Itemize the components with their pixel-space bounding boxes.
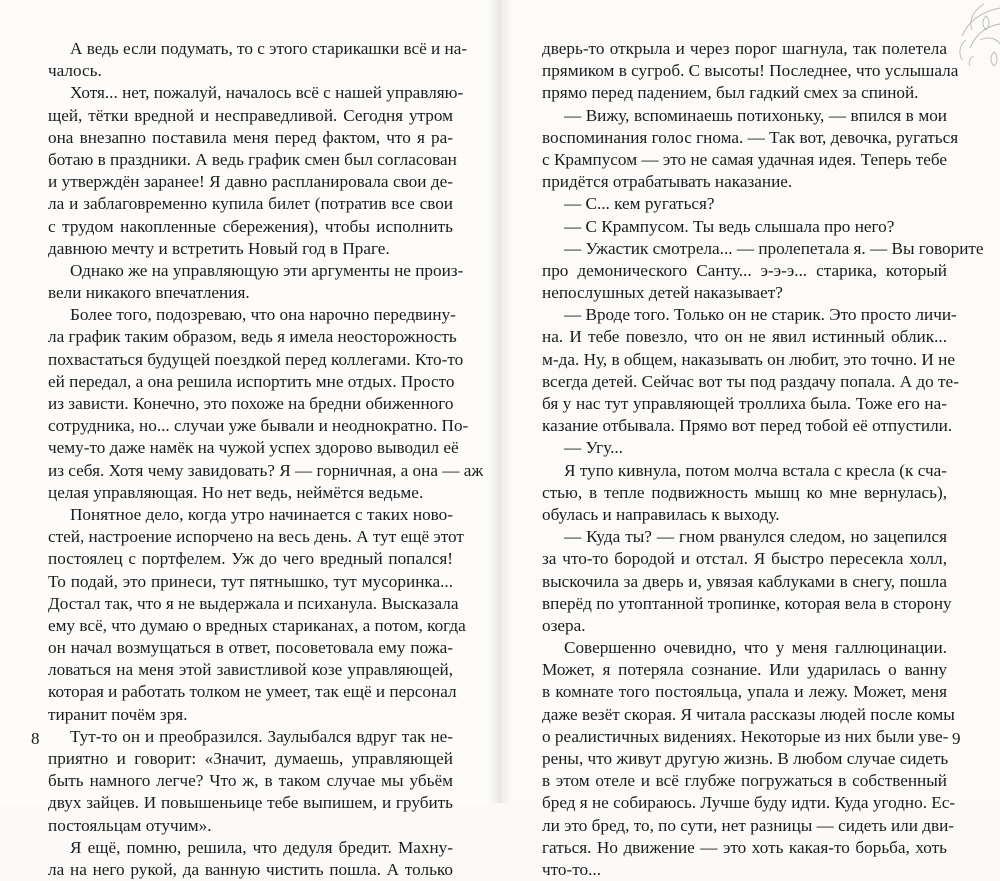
- text-line: вели никакого впечатления.: [48, 283, 250, 303]
- text-line: бя у нас тут управляющей троллиха была. Тоже его на-: [542, 394, 947, 413]
- page-number-left: 8: [31, 729, 40, 748]
- text-line: непослушных детей наказывает?: [542, 283, 783, 303]
- text-line: он начал возмущаться в ответ, посоветовала ему пожа-: [48, 638, 453, 658]
- text-line: придётся отрабатывать наказание.: [542, 172, 793, 192]
- text-line: ловаться на меня этой завистливой козе управляющей,: [48, 660, 453, 680]
- text-line: целая управляющая. Но нет ведь, неймётся ведьме.: [48, 482, 424, 502]
- text-line: — Угу...: [564, 438, 623, 458]
- text-line: чему-то даже намёк на чужой успех здорово выводил её: [48, 438, 459, 458]
- text-line: про демонического Санту... э-э-э... старика, который: [542, 260, 947, 280]
- text-line: в комнате того постояльца, упала и лежу. Может, меня: [542, 682, 947, 702]
- text-line: А ведь если подумать, то с этого старикашки всё и на-: [70, 39, 468, 58]
- text-line: Тут-то он и преобразился. Заулыбался вдруг так не-: [70, 726, 453, 746]
- text-line: озера.: [542, 615, 586, 635]
- text-line: быть намного легче? Что ж, в таком случае мы убьём: [48, 771, 453, 791]
- left-page-text: [48, 38, 484, 881]
- text-line: — С Крампусом. Ты ведь слышала про него?: [564, 216, 895, 236]
- right-page-text: [542, 38, 984, 881]
- text-line: Хотя... нет, пожалуй, началось всё с нашей управляю-: [70, 83, 464, 103]
- text-line: рены, что живут другую жизнь. В любом случае сидеть: [542, 749, 949, 768]
- text-line: стей, настроение испорчено на весь день. А тут ещё этот: [48, 527, 464, 547]
- text-line: Я тупо кивнула, потом молча встала с кресла (к сча-: [564, 460, 947, 480]
- text-line: с трудом накопленные сбережения), чтобы исполнить: [48, 216, 453, 236]
- text-line: Может, я потеряла сознание. Или ударилась о ванну: [542, 660, 947, 680]
- text-line: щей, тётки вредной и несправедливой. Сегодня утром: [48, 105, 453, 125]
- text-line: которая и работать толком не умеет, так ещё и персонал: [48, 682, 457, 702]
- text-line: сотрудника, но... случаи уже бывали и неоднократно. По-: [48, 416, 469, 436]
- text-line: казание отбывала. Прямо вот перед тобой её отпустили.: [542, 416, 953, 436]
- text-line: всегда детей. Сейчас вот ты под раздачу попала. А до те-: [542, 371, 959, 391]
- text-line: чалось.: [48, 61, 102, 81]
- text-line: м-да. Ну, в общем, наказывать он любит, это точно. И не: [542, 349, 955, 369]
- text-line: ли это бред, то, по сути, нет разницы — сидеть или дви-: [542, 815, 955, 835]
- right-page: [500, 0, 1000, 879]
- text-line: Совершенно очевидно, что у меня галлюцинации.: [564, 638, 947, 658]
- text-line: ботаю в праздники. А ведь график смен был согласован: [48, 149, 457, 169]
- text-line: похвастаться будущей поездкой перед коллегами. Кто-то: [48, 349, 464, 369]
- text-line: ла на него рукой, да ванную чистить пошла. А только: [48, 859, 453, 879]
- text-line: ей передал, а она решила испортить мне отдых. Просто: [48, 371, 455, 391]
- text-line: гаться. Но движение — это хоть какая-то борьба, хоть: [542, 837, 947, 857]
- text-line: — Вроде того. Только он не старик. Это просто личи-: [564, 305, 957, 325]
- text-line: из зависти. Конечно, это похоже на бредни обиженного: [48, 394, 454, 413]
- text-line: на. И тебе повезло, что он не явил истинный облик...: [542, 327, 947, 347]
- text-line: она внезапно поставила меня перед фактом, что я ра-: [48, 127, 453, 147]
- text-line: обулась и направилась к выходу.: [542, 504, 780, 524]
- text-line: тиранит почём зря.: [48, 704, 188, 724]
- text-line: двух зайцев. И повышеньице тебе выпишем, и грубить: [48, 793, 453, 813]
- text-line: Однако же на управляющую эти аргументы не произ-: [70, 260, 464, 280]
- text-line: давнюю мечту и встретить Новый год в Праге.: [48, 238, 390, 258]
- text-line: бред я не собираюсь. Лучше буду идти. Куда угодно. Ес-: [542, 793, 956, 813]
- text-line: прямо перед падением, был гадкий смех за спиной.: [542, 83, 919, 103]
- text-line: приятно и говорит: «Значит, думаешь, управляющей: [48, 749, 453, 768]
- left-page: [0, 0, 500, 879]
- text-line: постояльцам отучим».: [48, 815, 212, 835]
- text-line: воспоминания голос гнома. — Так вот, девочка, ругаться: [542, 127, 959, 147]
- text-line: ла график таким образом, ведь я имела неосторожность: [48, 327, 457, 347]
- text-line: за что-то бородой и отстал. Я быстро пересекла холл,: [542, 549, 947, 569]
- text-line: — Ужастик смотрела... — пролепетала я. — Вы говорите: [564, 238, 984, 258]
- text-line: дверь-то открыла и через порог шагнула, так полетела: [542, 39, 947, 58]
- text-line: из себя. Хотя чему завидовать? Я — горничная, а она — аж: [48, 460, 484, 480]
- text-line: вперёд по утоптанной тропинке, которая вела в сторону: [542, 593, 952, 613]
- text-line: ла и заблаговременно купила билет (потратив все свои: [48, 194, 453, 214]
- text-line: стью, в тепле подвижность мышц ко мне вернулась),: [542, 482, 947, 502]
- page-number-right: 9: [952, 729, 961, 748]
- text-line: и утверждён заранее! Я давно распланировала свои де-: [48, 172, 453, 192]
- text-line: прямиком в сугроб. С высоты! Последнее, что услышала: [542, 61, 959, 81]
- text-line: Более того, подозреваю, что она нарочно передвину-: [70, 305, 456, 325]
- text-line: — С... кем ругаться?: [564, 194, 715, 214]
- text-line: Понятное дело, когда утро начинается с таких ново-: [70, 504, 453, 524]
- text-line: о реалистичных видениях. Некоторые из них были уве-: [542, 726, 949, 746]
- book-gutter: [488, 0, 512, 803]
- text-line: То подай, это принеси, тут пятнышко, тут мусоринка...: [48, 571, 453, 591]
- text-line: что-то...: [542, 859, 602, 879]
- text-line: Достал так, что я не выдержала и психанула. Высказала: [48, 593, 459, 613]
- text-line: в этом отеле и всё глубже погружаться в собственный: [542, 771, 947, 791]
- text-line: постоялец с портфелем. Уж до чего вредный попался!: [48, 549, 453, 569]
- text-line: выскочила за дверь и, увязая каблуками в снегу, пошла: [542, 571, 947, 591]
- text-line: Я ещё, помню, решила, что дедуля бредит. Махну-: [70, 837, 453, 857]
- text-line: ему всё, что думаю о вредных стариканах, а потом, когда: [48, 615, 466, 635]
- text-line: — Вижу, вспоминаешь потихоньку, — впился в мои: [564, 105, 947, 125]
- text-line: даже везёт скорая. Я читала рассказы людей после комы: [542, 704, 955, 724]
- text-line: с Крампусом — это не самая удачная идея. Теперь тебе: [542, 149, 947, 169]
- text-line: — Куда ты? — гном рванулся следом, но зацепился: [564, 527, 947, 547]
